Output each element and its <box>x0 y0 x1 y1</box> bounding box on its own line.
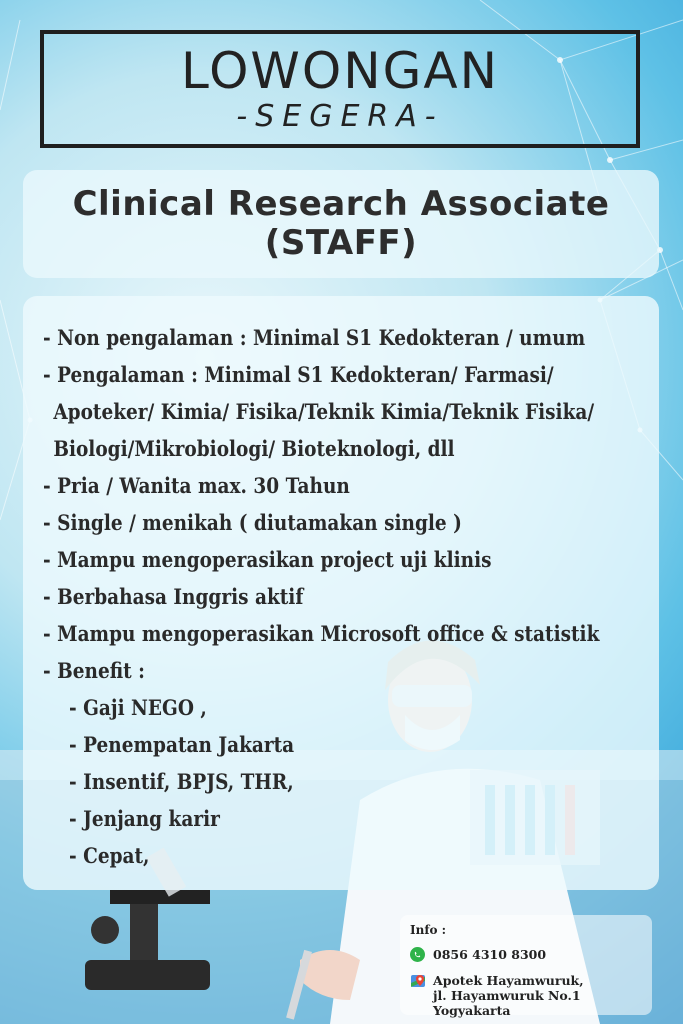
address-row <box>410 973 652 1018</box>
benefit-item: - Jenjang karir <box>69 807 220 832</box>
address-line-1: Apotek Hayamwuruk, <box>433 973 584 988</box>
requirement-item: Biologi/Mikrobiologi/ Bioteknologi, dll <box>53 437 455 462</box>
requirement-item: - Benefit : <box>43 659 145 684</box>
benefit-item: - Gaji NEGO , <box>69 696 207 721</box>
benefit-item: - Cepat, <box>69 844 150 869</box>
job-title: Clinical Research Associate <box>72 183 610 224</box>
phone-number: 0856 4310 8300 <box>433 947 547 962</box>
job-level: (STAFF) <box>264 223 418 263</box>
page-subtitle: -SEGERA- <box>236 99 444 134</box>
requirements-panel <box>23 296 659 890</box>
address-line-2: jl. Hayamwuruk No.1 Yogyakarta <box>433 988 581 1018</box>
job-title-panel <box>23 170 659 278</box>
phone-row <box>410 947 546 962</box>
header-frame <box>40 30 640 148</box>
requirement-item: - Pengalaman : Minimal S1 Kedokteran/ Farmasi/ <box>43 363 554 388</box>
requirement-item: - Mampu mengoperasikan Microsoft office & statistik <box>43 622 600 647</box>
requirement-item: - Pria / Wanita max. 30 Tahun <box>43 474 350 499</box>
benefit-list-wrapper <box>43 690 683 875</box>
requirement-item: - Non pengalaman : Minimal S1 Kedokteran / umum <box>43 326 586 351</box>
whatsapp-icon <box>410 947 425 962</box>
requirement-item: Apoteker/ Kimia/ Fisika/Teknik Kimia/Teknik Fisika/ <box>53 400 595 425</box>
map-pin-icon <box>410 973 426 989</box>
page-title: LOWONGAN <box>181 42 499 100</box>
requirement-item: - Mampu mengoperasikan project uji klinis <box>43 548 492 573</box>
benefit-item: - Penempatan Jakarta <box>69 733 295 758</box>
benefit-item: - Insentif, BPJS, THR, <box>69 770 294 795</box>
requirements-list <box>43 320 683 875</box>
benefit-list <box>43 690 683 875</box>
contact-info-box <box>400 915 652 1018</box>
info-label: Info : <box>410 923 447 937</box>
requirement-item: - Single / menikah ( diutamakan single ) <box>43 511 462 536</box>
requirement-item: - Berbahasa Inggris aktif <box>43 585 304 610</box>
